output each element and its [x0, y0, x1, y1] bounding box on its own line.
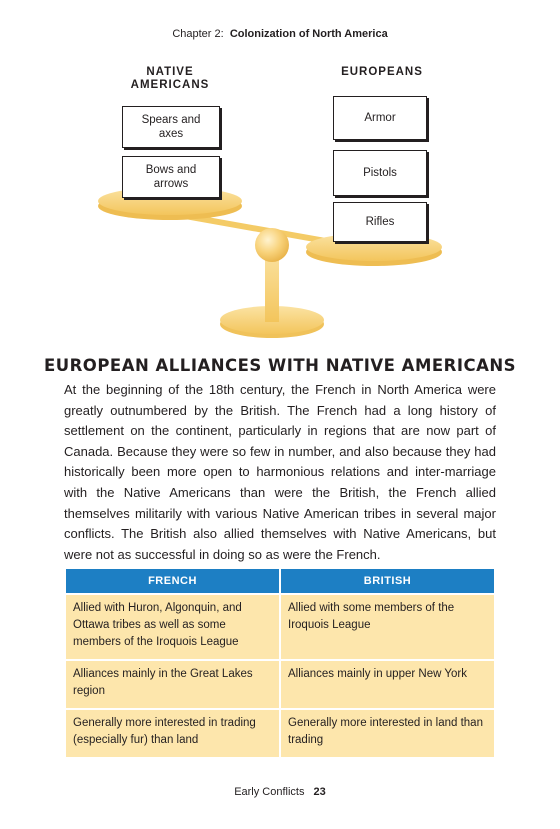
section-heading: EUROPEAN ALLIANCES WITH NATIVE AMERICANS: [43, 356, 517, 375]
weapon-box-bows: [122, 156, 220, 198]
table-cell: Alliances mainly in the Great Lakes region: [65, 660, 280, 709]
page-number: 23: [313, 786, 326, 798]
table-cell: Allied with some members of the Iroquois League: [280, 594, 495, 660]
weapon-box-pistols: Pistols: [333, 150, 427, 196]
europeans-heading: EUROPEANS: [341, 66, 423, 78]
alliances-table: [64, 567, 496, 759]
weapon-label: Bows and: [145, 164, 197, 176]
table-cell: Allied with Huron, Algonquin, and Ottawa tribes as well as some members of the Iroquois League: [65, 594, 280, 660]
table-cell: Alliances mainly in upper New York: [280, 660, 495, 709]
page-footer: [0, 786, 560, 798]
weapon-box-spears: [122, 106, 220, 148]
heading-line: AMERICANS: [130, 79, 210, 91]
scale-icon: [60, 62, 500, 347]
chapter-title: Colonization of North America: [229, 28, 388, 40]
body-paragraph: At the beginning of the 18th century, the French in North America were greatly outnumbered by the British. The French had a long history of settlement on the continent, particularly in regions that are now part of Canada. Because they were so few in number, and also because they had historically been more open to harmonious relations and inter-marriage with the Native Americans than were the British, the French allied themselves militarily with various Native American tribes in several major conflicts. The British also allied themselves with Native Americans, but were not as successful in doing so as were the French.: [64, 382, 496, 562]
weapon-box-armor: Armor: [333, 96, 427, 140]
table-cell: Generally more interested in trading (especially fur) than land: [65, 709, 280, 758]
weapon-box-rifles: Rifles: [333, 202, 427, 242]
balance-scale-illustration: [60, 62, 500, 347]
footer-label: Early Conflicts: [234, 786, 305, 798]
native-americans-heading: [110, 66, 230, 92]
table-cell: Generally more interested in land than trading: [280, 709, 495, 758]
table-row: [65, 594, 495, 660]
column-header-french: FRENCH: [65, 568, 280, 594]
weapon-label: Spears and: [141, 114, 201, 126]
table-header-row: [65, 568, 495, 594]
column-header-british: BRITISH: [280, 568, 495, 594]
chapter-number: Chapter 2:: [172, 28, 224, 40]
weapon-label: axes: [158, 128, 184, 140]
table-row: [65, 660, 495, 709]
running-header: [0, 28, 560, 40]
table-row: [65, 709, 495, 758]
weapon-label: arrows: [153, 178, 189, 190]
heading-line: NATIVE: [146, 66, 194, 78]
